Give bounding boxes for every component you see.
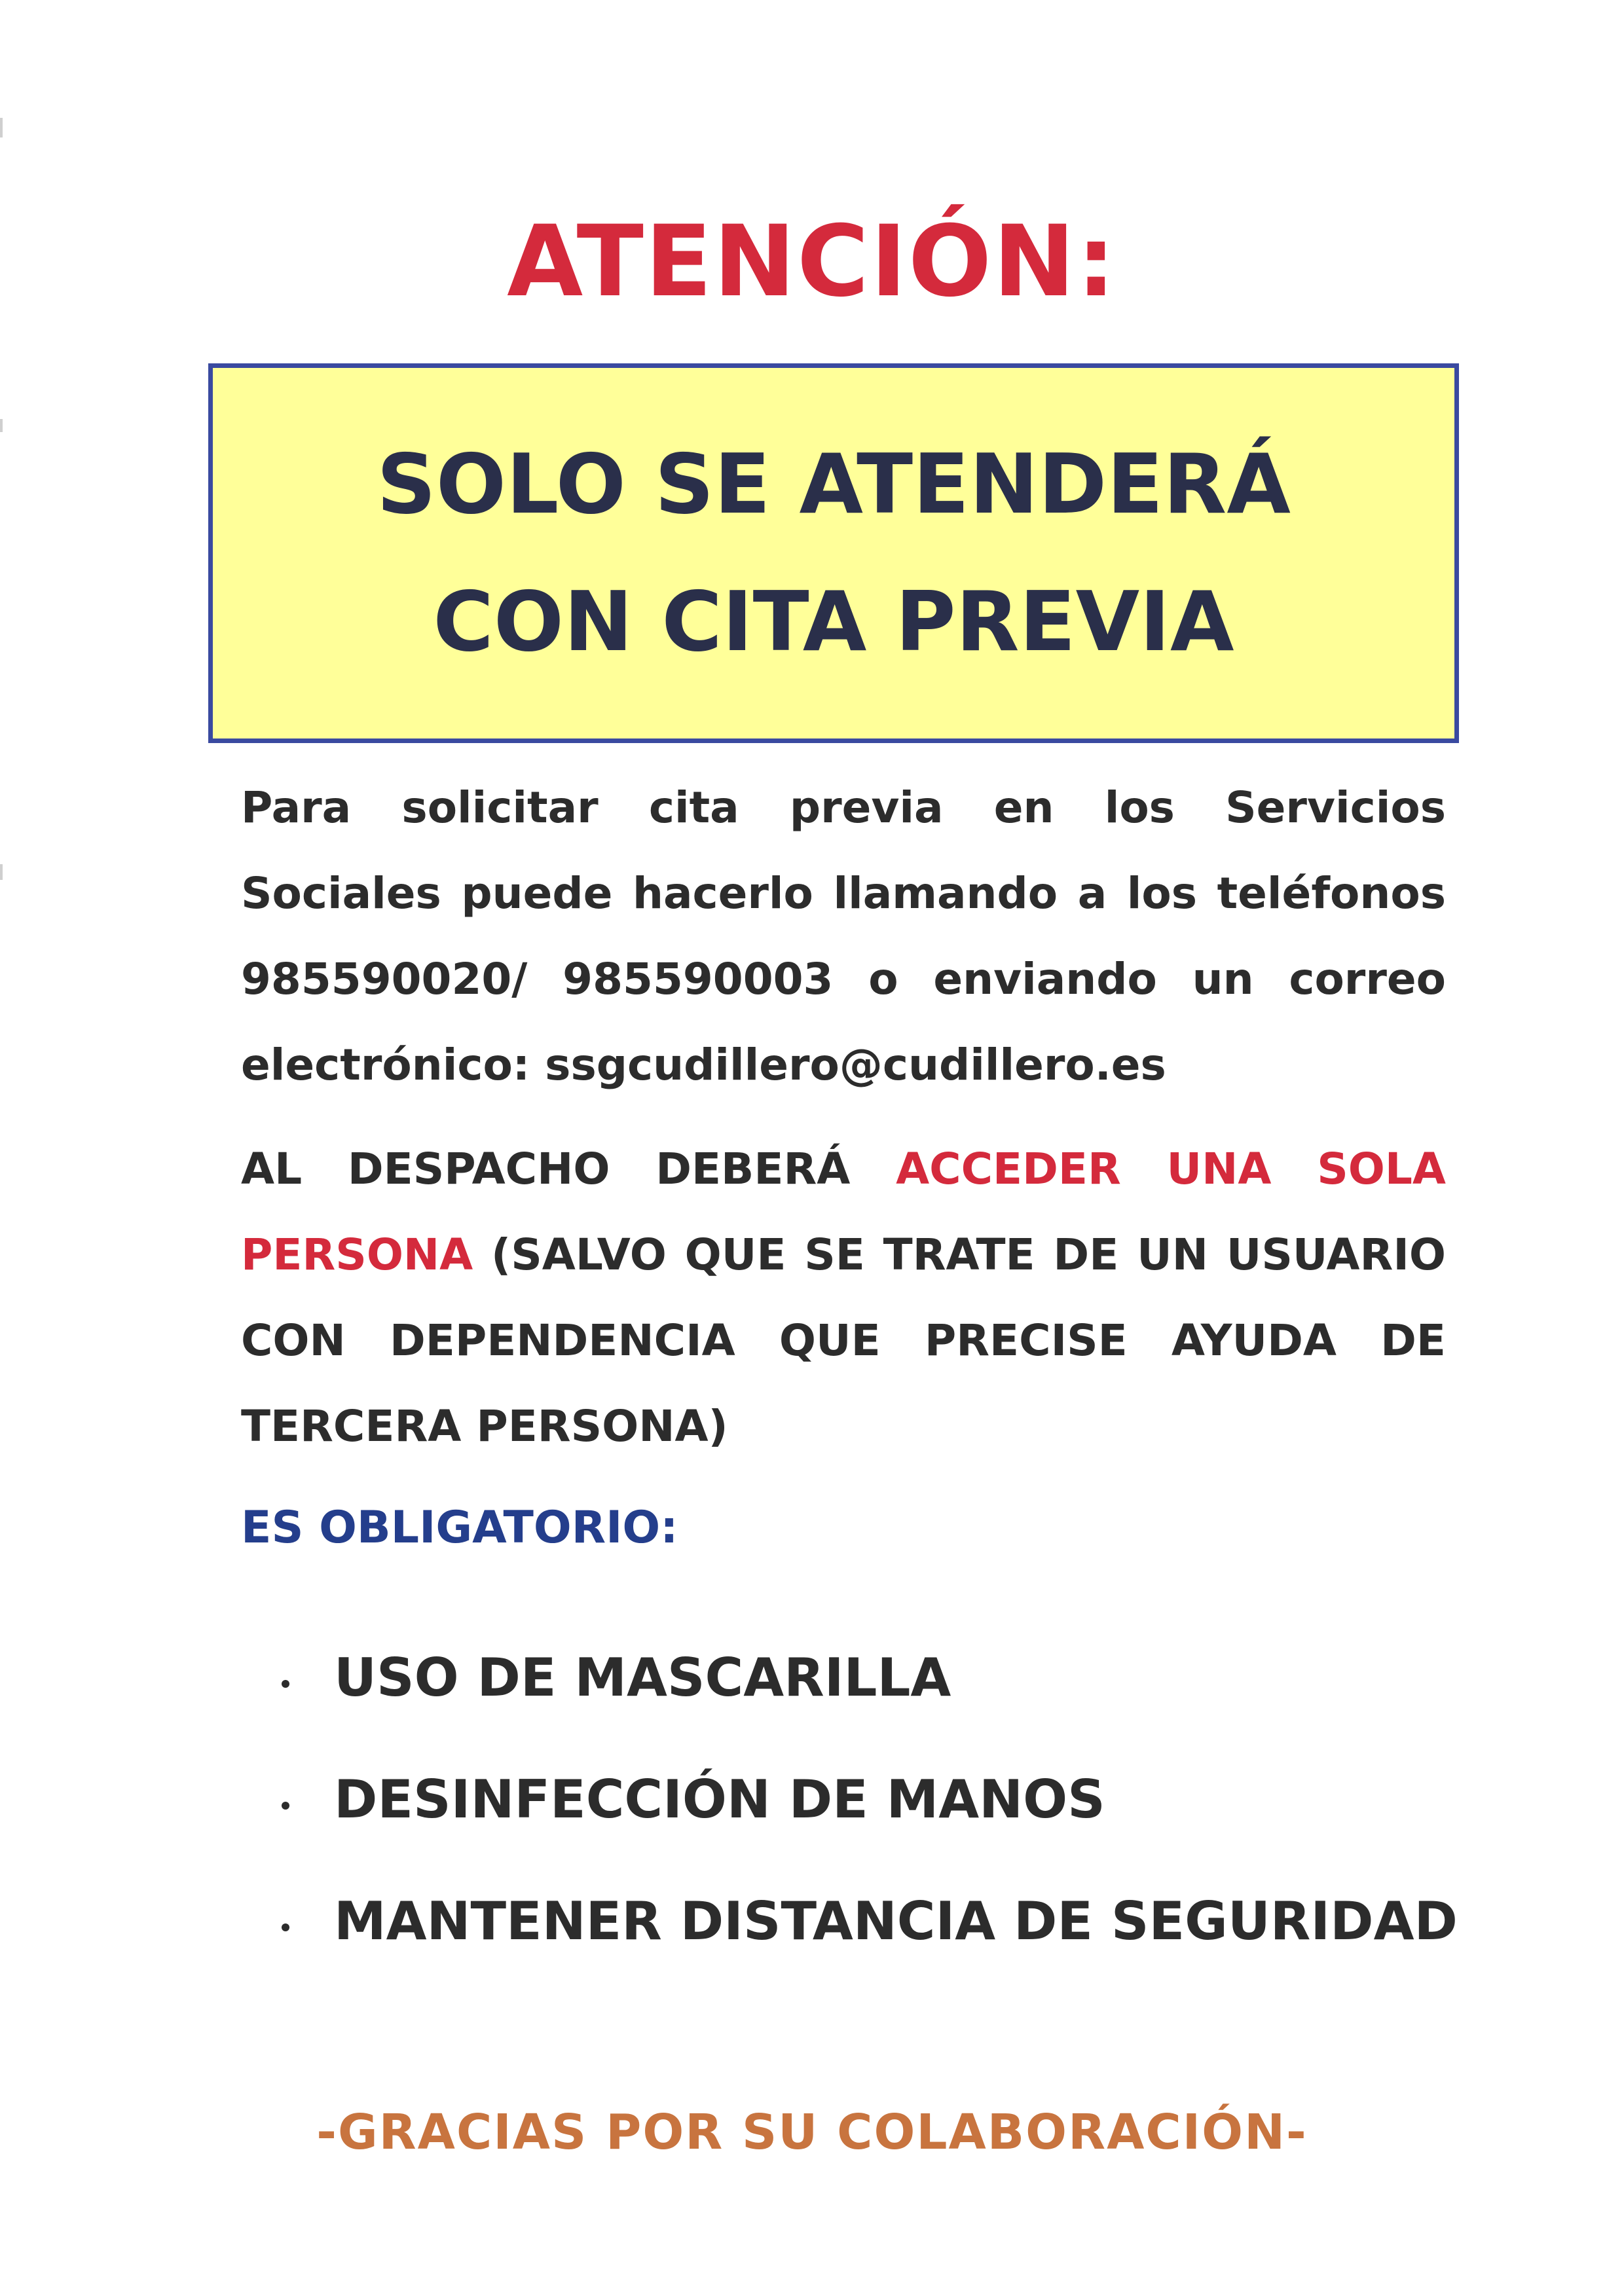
bullet-icon (282, 1680, 289, 1688)
access-rules-highlight: ACCEDER UNA SOLA PERSONA (241, 1144, 1446, 1280)
closing-thanks: -GRACIAS POR SU COLABORACIÓN- (316, 2104, 1308, 2160)
notice-line-2: CON CITA PREVIA (433, 574, 1234, 670)
scan-edge-mark (0, 419, 3, 432)
scan-edge-mark (0, 118, 3, 137)
requirement-item (282, 1739, 1458, 1861)
bullet-icon (282, 1923, 289, 1931)
requirement-item (282, 1617, 1458, 1739)
requirements-heading: ES OBLIGATORIO: (241, 1502, 678, 1554)
access-rules-text-start: AL DESPACHO DEBERÁ (241, 1144, 896, 1194)
notice-line-1: SOLO SE ATENDERÁ (377, 436, 1291, 532)
appointment-notice-box (208, 363, 1459, 743)
requirement-text: MANTENER DISTANCIA DE SEGURIDAD (334, 1891, 1458, 1952)
requirements-list (282, 1617, 1458, 1982)
access-rules-paragraph (241, 1126, 1446, 1469)
requirement-item (282, 1861, 1458, 1982)
scan-edge-mark (0, 864, 3, 880)
requirement-text: DESINFECCIÓN DE MANOS (334, 1769, 1105, 1830)
page-title: ATENCIÓN: (507, 205, 1117, 319)
bullet-icon (282, 1802, 289, 1810)
requirement-text: USO DE MASCARILLA (334, 1647, 951, 1708)
access-rules-text-end: (SALVO QUE SE TRATE DE UN USUARIO CON DEPENDENCIA QUE PRECISE AYUDA DE TERCERA PERSONA) (241, 1230, 1446, 1451)
appointment-info-paragraph: Para solicitar cita previa en los Servicios Sociales puede hacerlo llamando a los teléfonos 985590020/ 985590003 o enviando un correo electrónico: ssgcudillero@cudillero.es (241, 782, 1446, 1090)
